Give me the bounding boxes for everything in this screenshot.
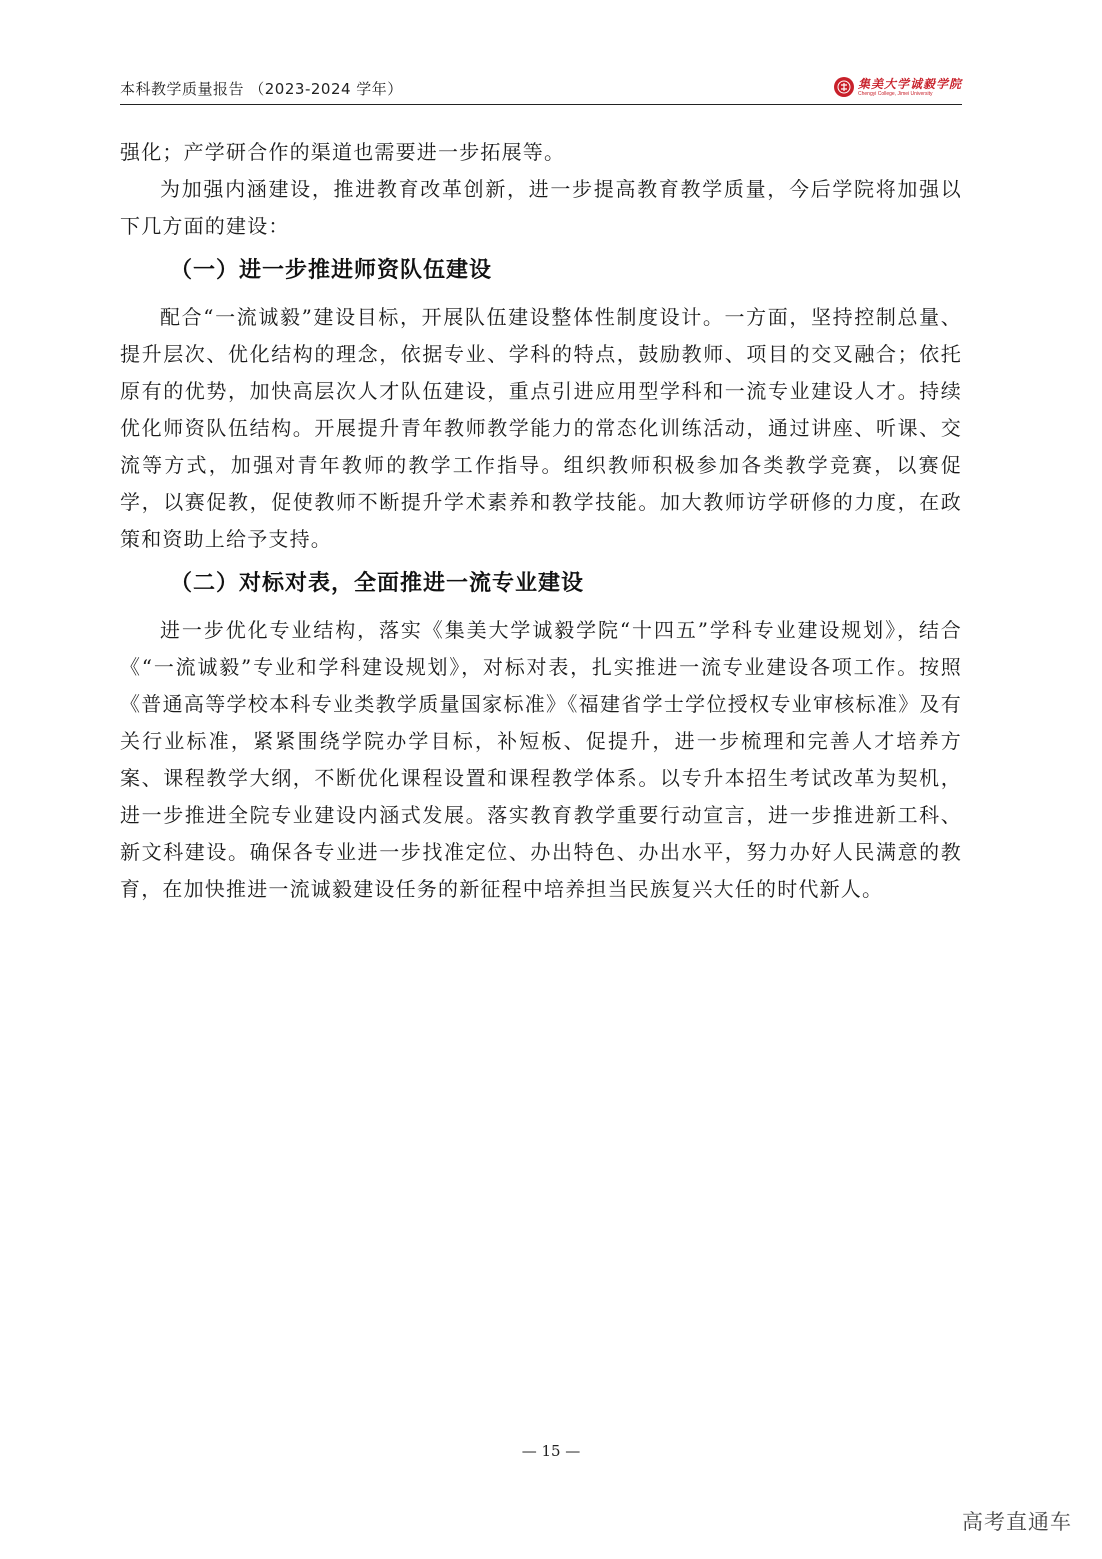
section-2-paragraph: 进一步优化专业结构，落实《集美大学诚毅学院“十四五”学科专业建设规划》，结合《“一流诚毅”专业和学科建设规划》，对标对表，扎实推进一流专业建设各项工作。按照《普通高等学校本科专业类教学质量国家标准》《福建省学士学位授权专业审核标准》及有关行业标准，紧紧围绕学院办学目标，补短板、促提升，进一步梳理和完善人才培养方案、课程教学大纲，不断优化课程设置和课程教学体系。以专升本招生考试改革为契机，进一步推进全院专业建设内涵式发展。落实教育教学重要行动宣言，进一步推进新工科、新文科建设。确保各专业进一步找准定位、办出特色、办出水平，努力办好人民满意的教育，在加快推进一流诚毅建设任务的新征程中培养担当民族复兴大任的时代新人。 (120, 618, 962, 901)
section-1-paragraph: 配合“一流诚毅”建设目标，开展队伍建设整体性制度设计。一方面，坚持控制总量、提升层次、优化结构的理念，依据专业、学科的特点，鼓励教师、项目的交叉融合；依托原有的优势，加快高层次人才队伍建设，重点引进应用型学科和一流专业建设人才。持续优化师资队伍结构。开展提升青年教师教学能力的常态化训练活动，通过讲座、听课、交流等方式，加强对青年教师的教学工作指导。组织教师积极参加各类教学竞赛，以赛促学，以赛促教，促使教师不断提升学术素养和教学技能。加大教师访学研修的力度，在政策和资助上给予支持。 (120, 305, 962, 551)
document-body (120, 134, 962, 908)
section-heading-1: （一）进一步推进师资队伍建设 (170, 258, 493, 283)
paragraph-intro: 为加强内涵建设，推进教育改革创新，进一步提高教育教学质量，今后学院将加强以下几方面的建设： (120, 177, 962, 238)
page-number: — 15 — (521, 1442, 581, 1460)
logo-name: 集美大学诚毅学院 (857, 76, 962, 91)
college-seal-icon (834, 77, 854, 97)
logo-text (858, 78, 962, 97)
header-title: 本科教学质量报告 （2023-2024 学年） (120, 80, 403, 98)
watermark-text: 高考直通车 (962, 1510, 1072, 1534)
page-header (120, 74, 962, 105)
section-heading-2: （二）对标对表，全面推进一流专业建设 (170, 571, 585, 596)
logo-subtitle: Chengyi College, Jimei University (857, 90, 933, 97)
college-logo (834, 74, 962, 100)
paragraph-continued: 强化；产学研合作的渠道也需要进一步拓展等。 (120, 140, 566, 164)
